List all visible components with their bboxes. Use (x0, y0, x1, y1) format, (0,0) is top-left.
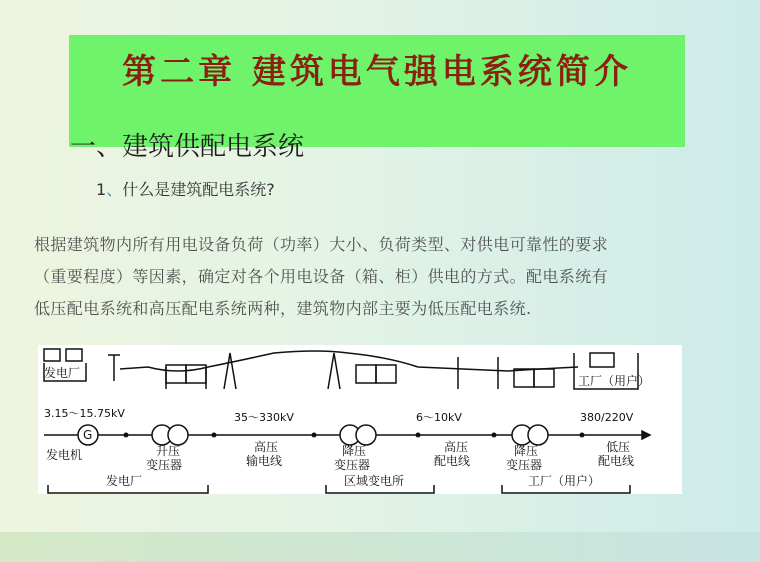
subsection-text: 什么是建筑配电系统? (122, 180, 275, 199)
paragraph-line: 低压配电系统和高压配电系统两种，建筑物内部主要为低压配电系统. (34, 299, 532, 318)
label-step-down2-2: 变压器 (506, 458, 543, 472)
arrow-head-icon (642, 431, 650, 439)
label-lv-dist-1: 低压 (606, 440, 631, 454)
label-step-up-1: 升压 (156, 444, 181, 458)
diagram-svg (38, 345, 682, 494)
step-down-transformer-icon (376, 365, 396, 383)
paragraph-line: 根据建筑物内所有用电设备负荷（功率）大小、负荷类型、对供电可靠性的要求 (34, 235, 609, 254)
bus-dot (124, 433, 129, 438)
subsection-number: 1 (96, 180, 107, 199)
factory-transformer-icon (534, 369, 554, 387)
label-hv-line-1: 高压 (254, 440, 279, 454)
bus-dot (416, 433, 421, 438)
factory-transformer-symbol (528, 425, 548, 445)
bus-dot (312, 433, 317, 438)
step-down-transformer-icon (356, 365, 376, 383)
paragraph-line: （重要程度）等因素，确定对各个用电设备（箱、柜）供电的方式。配电系统有 (34, 267, 609, 286)
label-power-plant: 发电厂 (44, 366, 81, 380)
label-hv-dist-2: 配电线 (434, 454, 471, 468)
voltage-distribution: 6～10kV (416, 411, 462, 424)
label-hv-dist-1: 高压 (444, 440, 469, 454)
plant-chimney-icon (108, 355, 120, 381)
group-label-substation: 区域变电所 (344, 474, 405, 488)
voltage-low: 380/220V (580, 411, 634, 424)
section-title: 一、建筑供配电系统 (70, 132, 305, 162)
power-supply-diagram (38, 345, 682, 494)
voltage-transmission: 35～330kV (234, 411, 294, 424)
label-step-up-2: 变压器 (146, 458, 183, 472)
label-factory-user: 工厂（用户） (578, 374, 651, 388)
bottom-band (0, 532, 760, 562)
factory-building-icon (590, 353, 614, 367)
bus-dot (212, 433, 217, 438)
plant-window-icon (44, 349, 60, 361)
label-step-down2-1: 降压 (514, 444, 539, 458)
pole-icon (458, 357, 498, 389)
group-label-plant: 发电厂 (106, 474, 143, 488)
bus-dot (580, 433, 585, 438)
step-up-transformer-icon (166, 365, 186, 383)
voltage-generator: 3.15～15.75kV (44, 407, 125, 420)
body-paragraph (34, 229, 734, 325)
label-lv-dist-2: 配电线 (598, 454, 635, 468)
tower-icon (328, 353, 340, 389)
label-hv-line-2: 输电线 (246, 454, 283, 468)
step-down-transformer-symbol (356, 425, 376, 445)
label-step-down-1: 降压 (342, 444, 367, 458)
plant-window-icon (66, 349, 82, 361)
subsection-separator: 、 (106, 180, 123, 199)
subsection-heading (96, 177, 275, 200)
factory-transformer-icon (514, 369, 534, 387)
step-up-transformer-symbol (168, 425, 188, 445)
group-label-factory: 工厂（用户） (528, 474, 601, 488)
overhead-line (120, 351, 578, 371)
bus-dot (492, 433, 497, 438)
label-step-down-2: 变压器 (334, 458, 371, 472)
tower-icon (224, 353, 236, 389)
label-generator: 发电机 (46, 448, 83, 462)
generator-symbol-label: G (83, 428, 93, 442)
chapter-title: 第二章 建筑电气强电系统简介 (122, 52, 632, 92)
